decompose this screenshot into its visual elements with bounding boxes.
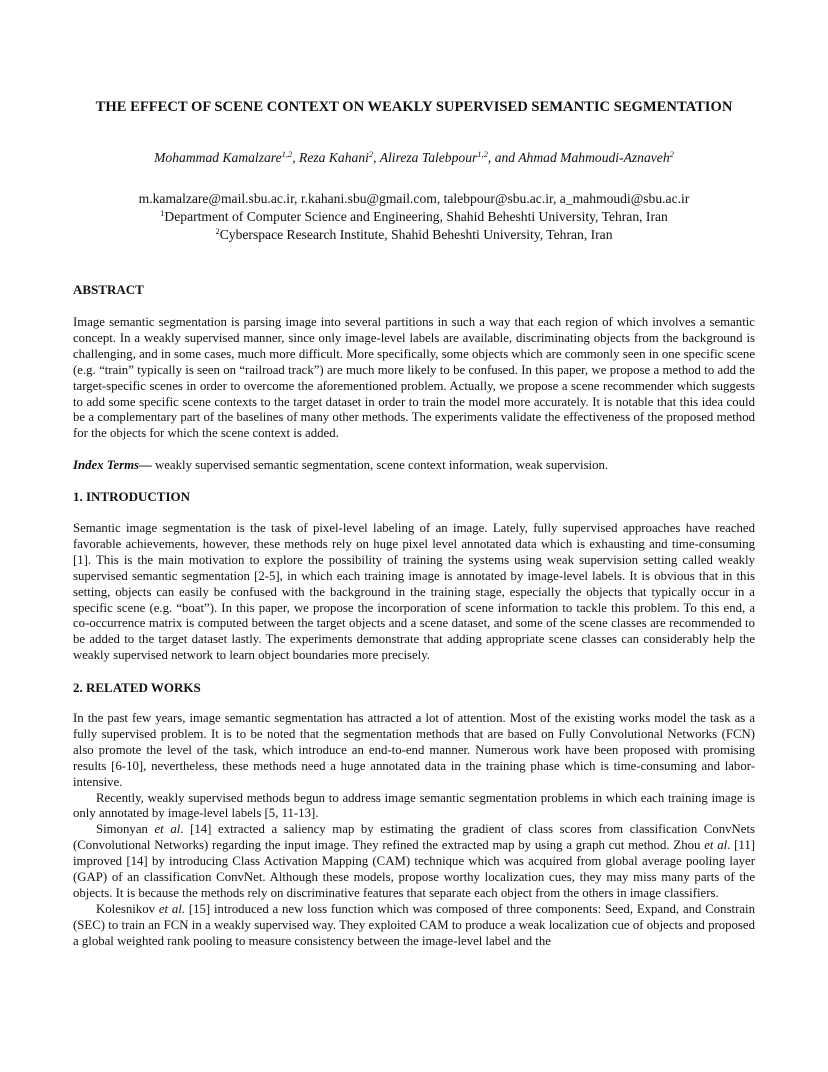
text-run: [15] introduced a new loss function which was composed of three components: Seed, Expand, and Constrain (SEC) to train an FCN in a weakly supervised way. They exploited CAM to produce a weak localization cue of objects and proposed a global weighted rank pooling to measure consistency between the image-level label and the — [73, 901, 755, 948]
index-terms-text: weakly supervised semantic segmentation, scene context information, weak supervision. — [151, 458, 609, 472]
intro-heading: 1. INTRODUCTION — [73, 489, 191, 504]
related-paragraph-3 — [73, 822, 755, 902]
author-name: Mohammad Kamalzare — [154, 150, 282, 165]
index-terms-label: Index Terms— — [73, 458, 152, 472]
affil-sup: 2 — [215, 226, 220, 237]
author-affil-sup: 1,2 — [281, 149, 293, 159]
affil-text: Department of Computer Science and Engineering, Shahid Beheshti University, Tehran, Iran — [164, 209, 668, 225]
affil-sup: 1 — [160, 208, 165, 219]
text-run: Kolesnikov — [96, 901, 159, 916]
etal-italic: et al. — [158, 901, 186, 916]
author-sep: , — [373, 150, 380, 165]
text-run: . [11] improved [14] by introducing Class Activation Mapping (CAM) technique which was acquired from global average pooling layer (GAP) of an classification ConvNet. Although these models, propose worthy localization cues, they may miss many parts of the objects. It is because the methods rely on discriminative features that separate each object from the others in image classifiers. — [73, 838, 756, 900]
affiliation-line — [60, 208, 768, 226]
author-emails: m.kamalzare@mail.sbu.ac.ir, r.kahani.sbu@gmail.com, talebpour@sbu.ac.ir, a_mahmoudi@sbu.ac.ir — [138, 191, 690, 206]
text-run: Simonyan — [96, 822, 155, 837]
author-name: Alireza Talebpour — [379, 150, 478, 165]
intro-section — [73, 521, 755, 664]
intro-paragraph: Semantic image segmentation is the task of pixel-level labeling of an image. Lately, fully supervised approaches have reached favorable achievements, however, these methods rely on huge pixel level annotated data which is exhausting and time-consuming [1]. This is the main motivation to explore the possibility of training the systems using weak supervision setting called weakly supervised semantic segmentation [2-5], in which each training image is annotated by image-level labels. It is obvious that in this setting, objects can easily be confused with the background in the training stage, especially the objects that typically occur in a specific scene (e.g. “boat”). In this paper, we propose the incorporation of scene information to tackle this problem. To this end, a co-occurrence matrix is computed between the target objects and a scene dataset, and some of the scene classes are recommended to be added to the target dataset lastly. The experiments demonstrate that adding appropriate scene classes can considerably help the weakly supervised network to learn object boundaries more precisely. — [73, 521, 755, 663]
etal-italic: et al — [154, 822, 181, 837]
affiliation-block — [60, 190, 768, 245]
author-affil-sup: 1,2 — [477, 149, 488, 159]
author-affil-sup: 2 — [669, 149, 674, 159]
affil-text: Cyberspace Research Institute, Shahid Beheshti University, Tehran, Iran — [219, 227, 613, 243]
abstract-heading: ABSTRACT — [73, 282, 144, 297]
related-paragraph-1: In the past few years, image semantic segmentation has attracted a lot of attention. Most of the existing works model the task as a fully supervised problem. It is to be noted that the segmentation methods that are based on Fully Convolutional Networks (FCN) also promote the level of the task, which introduce an end-to-end manner. Numerous work have been proposed with promising results [6-10], nevertheless, these methods need a huge annotated data in the training phase which is time-consuming and labor-intensive. — [73, 711, 755, 789]
author-affil-sup: 2 — [368, 149, 374, 159]
related-paragraph-4 — [73, 902, 755, 950]
paper-title: THE EFFECT OF SCENE CONTEXT ON WEAKLY SUPERVISED SEMANTIC SEGMENTATION — [95, 99, 733, 115]
author-name: Reza Kahani — [299, 150, 369, 165]
related-paragraph-2: Recently, weakly supervised methods begun to address image semantic segmentation problems in which each training image is only annotated by image-level labels [5, 11-13]. — [73, 790, 755, 821]
author-sep: , and — [487, 150, 519, 165]
index-terms — [73, 458, 755, 474]
affiliation-line — [60, 226, 768, 244]
related-section — [73, 711, 755, 950]
author-list — [60, 149, 768, 167]
abstract-text — [73, 315, 755, 442]
author-sep: , — [292, 150, 300, 165]
author-name: Ahmad Mahmoudi-Aznaveh — [518, 150, 670, 165]
text-run: . [14] extracted a saliency map by estimating the gradient of class scores from classification ConvNets (Convolutional Networks) regarding the input image. They refined the extracted map by using a graph cut method. Zhou — [73, 822, 755, 853]
related-heading: 2. RELATED WORKS — [73, 680, 201, 695]
etal-italic: et al — [704, 838, 728, 853]
abstract-paragraph: Image semantic segmentation is parsing image into several partitions in such a way that each region of which involves a semantic concept. In a weakly supervised manner, since only image-level labels are available, discriminating objects from the background is challenging, and in some cases, much more difficult. More specifically, some objects which are commonly seen in one specific scene (e.g. “train” typically is seen on “railroad track”) are much more likely to be confused. In this paper, we propose a method to add the target-specific scenes in order to overcome the aforementioned problem. Actually, we propose a scene recommender which suggests to add some specific scene contexts to the target dataset in order to train the model more accurately. It is notable that this idea could be a complementary part of the baselines of many other methods. The experiments validate the effectiveness of the proposed method for the objects for which the scene context is added. — [73, 315, 755, 441]
